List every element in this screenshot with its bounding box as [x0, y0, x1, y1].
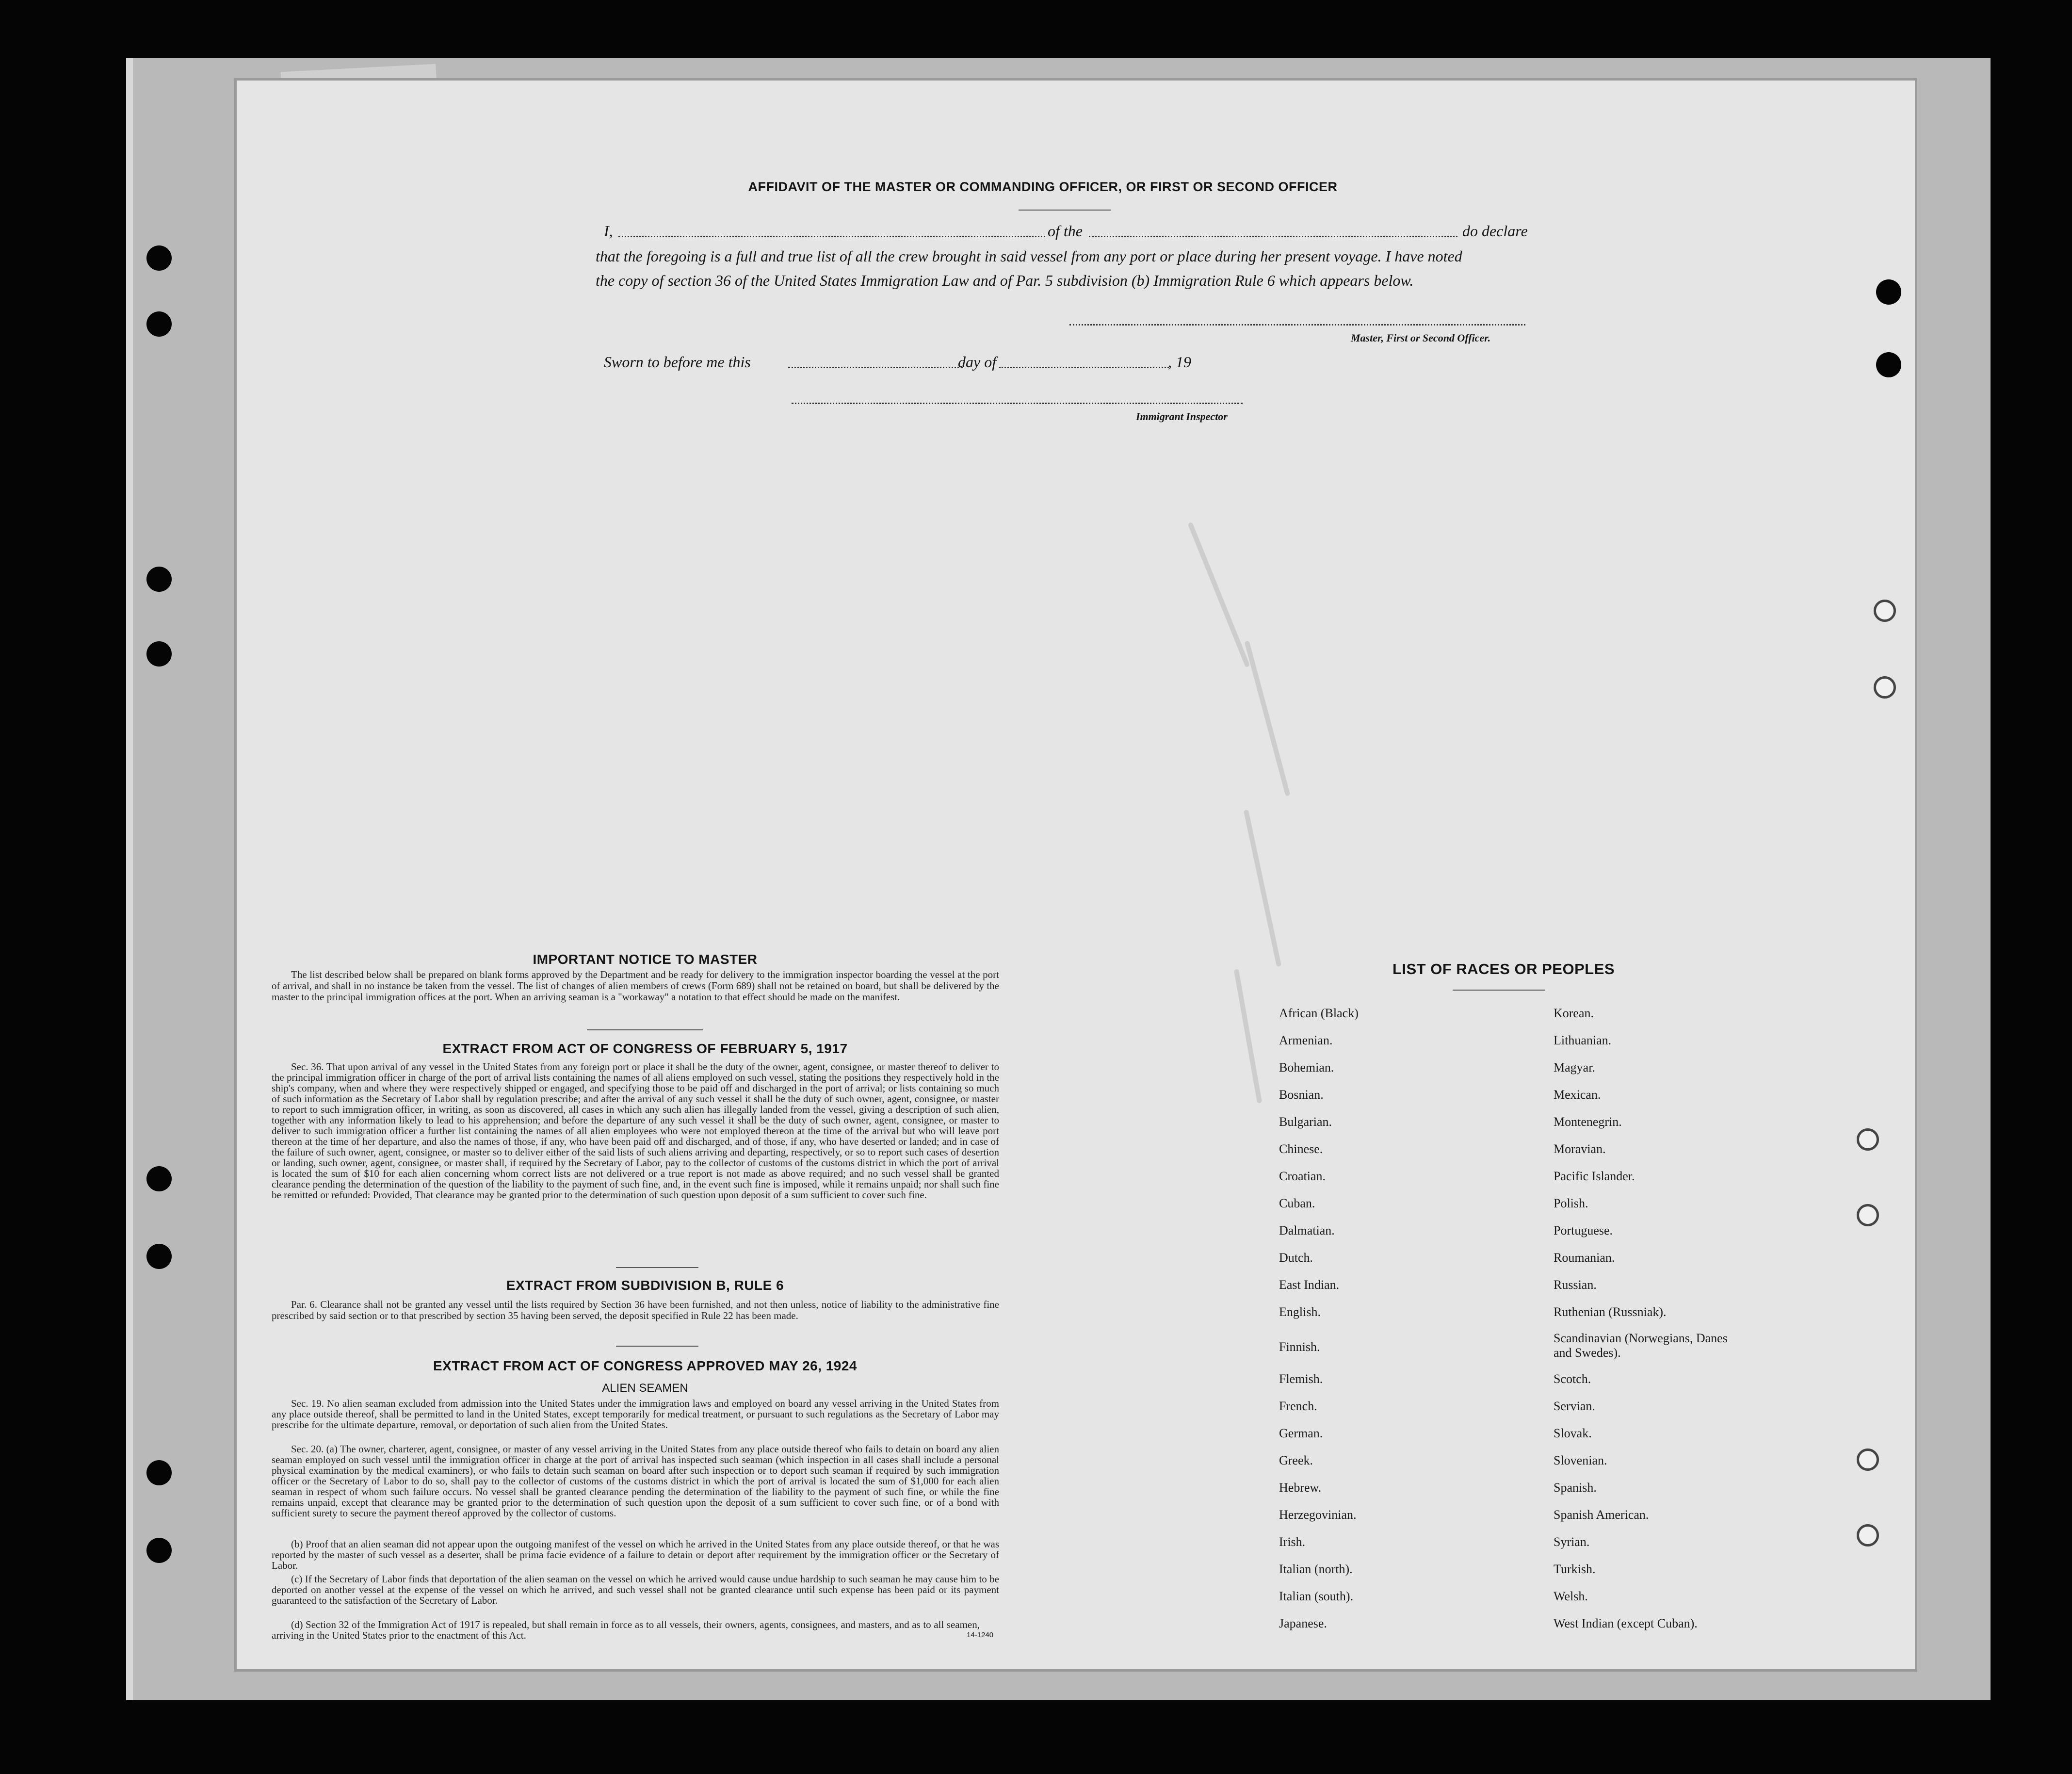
race-item: Montenegrin. [1554, 1115, 1622, 1129]
race-item: German. [1279, 1426, 1323, 1440]
notice-title: IMPORTANT NOTICE TO MASTER [533, 952, 758, 967]
race-item: Slovenian. [1554, 1453, 1607, 1467]
act-1924-subtitle: ALIEN SEAMEN [602, 1382, 688, 1395]
act-1917-title: EXTRACT FROM ACT OF CONGRESS OF FEBRUARY 5, 1917 [442, 1041, 848, 1056]
sec-20d-text: (d) Section 32 of the Immigration Act of 1917 is repealed, but shall remain in force as to all vessels, their owners, agents, consignees, and masters, and as to all seamen, arriving in the United States prior to the enactment of this Act. [272, 1619, 980, 1641]
race-item: Italian (north). [1279, 1562, 1353, 1576]
binder-hole [146, 1244, 172, 1269]
race-item: Syrian. [1554, 1535, 1590, 1549]
race-item: Turkish. [1554, 1562, 1596, 1576]
race-item: Armenian. [1279, 1033, 1333, 1047]
race-item: East Indian. [1279, 1278, 1340, 1292]
year-label: , 19 [1168, 353, 1191, 371]
act-1924-title: EXTRACT FROM ACT OF CONGRESS APPROVED MAY 26, 1924 [433, 1358, 857, 1373]
race-item: West Indian (except Cuban). [1554, 1616, 1698, 1630]
binder-hole [146, 245, 172, 271]
race-item: Korean. [1554, 1006, 1594, 1020]
race-item: Polish. [1554, 1196, 1588, 1210]
race-item: Scandinavian (Norwegians, Danes and Swedes). [1554, 1331, 1728, 1360]
affidavit-line-2: that the foregoing is a full and true list of all the crew brought in said vessel from any port or place during her present voyage. I have noted [596, 247, 1462, 265]
race-item: Russian. [1554, 1278, 1597, 1292]
punch-hole [1857, 1448, 1879, 1471]
master-signature-label: Master, First or Second Officer. [1351, 332, 1491, 344]
race-item: French. [1279, 1399, 1317, 1413]
race-item: Herzegovinian. [1279, 1508, 1357, 1522]
sec-20a-text: Sec. 20. (a) The owner, charterer, agent, consignee, or master of any vessel arriving in the United States from any place outside thereof who fails to detain on board any alien seaman employed on such vessel until the immigration officer in charge at the port of arrival has inspected such seaman (which inspection in all cases shall include a personal physical examination by the medical examiners), or who fails to detain such seaman on board after such inspection or to deport such seaman if required by such immigration officer or the Secretary of Labor to do so, shall pay to the collector of customs of the customs district in which the port of arrival is located the sum of $1,000 for each alien seaman in respect of whom such failure occurs. No vessel shall be granted clearance pending the determination of the liability to the payment of such fine, or while the fine remains unpaid, except that clearance may be granted prior to the determination of such question upon the deposit of a sum sufficient to cover such fine, or of a bond with sufficient surety to secure the payment thereof approved by the collector of customs. [272, 1443, 999, 1519]
sec-20b-text: (b) Proof that an alien seaman did not appear upon the outgoing manifest of the vessel on which he arrived in the United States from any place outside thereof, or that he was reported by the master of such vessel as a deserter, shall be prima facie evidence of a failure to detain or deport after requirement by the immigration officer or the Secretary of Labor. [272, 1538, 999, 1571]
title-rule [1019, 210, 1111, 211]
race-item: Japanese. [1279, 1616, 1327, 1630]
section-rule [616, 1267, 698, 1268]
section-rule [587, 1029, 703, 1030]
punch-hole [1857, 1524, 1879, 1546]
affidavit-of-the: of the [1048, 222, 1083, 240]
bleed-mark [1244, 640, 1290, 796]
race-item: African (Black) [1279, 1006, 1359, 1020]
notice-text: The list described below shall be prepared on blank forms approved by the Department and be ready for delivery to the immigration inspector boarding the vessel at the port of arrival, and shall in no instance be taken from the vessel. The list of changes of alien members of crews (Form 689) shall not be retained on board, but shall be delivered by the master to the principal immigration offices at the port. When an arriving seaman is a "workaway" a notation to that effect should be made on the manifest. [272, 969, 999, 1003]
punch-hole [1876, 279, 1901, 305]
binder-hole [146, 567, 172, 592]
day-of-label: day of [958, 353, 997, 371]
race-item: Hebrew. [1279, 1481, 1322, 1495]
rule-6-title: EXTRACT FROM SUBDIVISION B, RULE 6 [506, 1278, 784, 1293]
bleed-mark [1244, 810, 1281, 967]
inspector-label: Immigrant Inspector [1136, 410, 1228, 423]
binder-hole [146, 311, 172, 337]
binder-hole [146, 1166, 172, 1191]
race-item: Bohemian. [1279, 1060, 1334, 1074]
sworn-label: Sworn to before me this [604, 353, 751, 371]
name-blank[interactable] [618, 236, 1045, 237]
race-item: Mexican. [1554, 1088, 1601, 1102]
races-title-rule [1453, 990, 1545, 991]
race-item: Bosnian. [1279, 1088, 1324, 1102]
race-item: Roumanian. [1554, 1251, 1615, 1265]
punch-hole [1857, 1204, 1879, 1226]
race-item: Cuban. [1279, 1196, 1315, 1210]
bleed-mark [1234, 969, 1262, 1103]
race-item: Scotch. [1554, 1372, 1591, 1386]
rule-6-text: Par. 6. Clearance shall not be granted any vessel until the lists required by Section 36 have been furnished, and not then unless, notice of liability to the administrative fine prescribed by said section or to that prescribed by section 35 having been served, the deposit specified in Rule 22 has been made. [272, 1299, 999, 1321]
binder-hole [146, 1460, 172, 1485]
affidavit-i: I, [604, 222, 613, 240]
races-title: LIST OF RACES OR PEOPLES [1392, 960, 1615, 977]
race-item: Dalmatian. [1279, 1223, 1335, 1237]
race-item: Slovak. [1554, 1426, 1592, 1440]
race-item: Spanish American. [1554, 1508, 1649, 1522]
race-item: Dutch. [1279, 1251, 1313, 1265]
sworn-day-blank[interactable] [788, 367, 963, 368]
race-item: Servian. [1554, 1399, 1595, 1413]
punch-hole [1857, 1128, 1879, 1151]
binder-hole [146, 641, 172, 667]
affidavit-title: AFFIDAVIT OF THE MASTER OR COMMANDING OFFICER, OR FIRST OR SECOND OFFICER [748, 179, 1338, 194]
race-item: Moravian. [1554, 1142, 1606, 1156]
race-item: Welsh. [1554, 1589, 1588, 1603]
race-item: Irish. [1279, 1535, 1306, 1549]
vessel-blank[interactable] [1089, 236, 1457, 237]
affidavit-line-3: the copy of section 36 of the United States Immigration Law and of Par. 5 subdivision (b) Immigration Rule 6 which appears below. [596, 272, 1414, 289]
form-code: 14-1240 [967, 1631, 994, 1639]
race-item: Pacific Islander. [1554, 1169, 1635, 1183]
race-item: Bulgarian. [1279, 1115, 1332, 1129]
race-item: Lithuanian. [1554, 1033, 1612, 1047]
section-rule [616, 1346, 698, 1347]
race-item: Portuguese. [1554, 1223, 1613, 1237]
race-item: Croatian. [1279, 1169, 1326, 1183]
sworn-month-blank[interactable] [999, 367, 1169, 368]
sec-19-text: Sec. 19. No alien seaman excluded from admission into the United States under the immigration laws and employed on board any vessel arriving in the United States from any place outside thereof, shall be permitted to land in the United States, except temporarily for medical treatment, or pursuant to such regulations as the Secretary of Labor may prescribe for the ultimate departure, removal, or deportation of such alien from the United States. [272, 1398, 999, 1431]
bleed-mark [1187, 522, 1250, 667]
act-1917-text: Sec. 36. That upon arrival of any vessel in the United States from any foreign port or place it shall be the duty of the owner, agent, consignee, or master thereof to deliver to the principal immigration officer in charge of the port of arrival lists containing the names of all aliens employed on such vessel, stating the positions they respectively hold in the ship's company, when and where they were respectively shipped or engaged, and specifying those to be paid off and discharged in the port of arrival; or lists containing so much of such information as the Secretary of Labor shall by regulation prescribe; and after the arrival of any such vessel it shall be the duty of such owner, agent, consignee, or master to report to such immigration officer, in writing, as soon as discovered, all cases in which any such alien has illegally landed from the vessel, giving a description of such alien, together with any information likely to lead to his apprehension; and before the departure of any such vessel it shall be the duty of such owner, agent, consignee, or master to deliver to such immigration officer a further list containing the names of all alien employees who were not employed thereon at the time of the arrival but who will leave port thereon at the time of her departure, and also the names of those, if any, who have been paid off and discharged, and of those, if any, who have deserted or landed; and in case of the failure of such owner, agent, consignee, or master so to deliver either of the said lists of such aliens arriving and departing, respectively, or so to report such cases of desertion or landing, such owner, agent, consignee, or master shall, if required by the Secretary of Labor, pay to the collector of customs of the customs district in which the port of arrival is located the sum of $10 for each alien concerning whom correct lists are not delivered or a true report is not made as above required; and no such vessel shall be granted clearance pending the determination of the question of the liability to the payment of such fine, and, in the event such fine is imposed, while it remains unpaid; nor shall such fine be remitted or refunded: Provided, That clearance may be granted prior to the determination of such question upon deposit of a sum sufficient to cover such fine. [272, 1061, 999, 1201]
race-item: Greek. [1279, 1453, 1313, 1467]
master-signature-line[interactable] [1069, 324, 1525, 326]
race-item: Chinese. [1279, 1142, 1323, 1156]
sec-20c-text: (c) If the Secretary of Labor finds that deportation of the alien seaman on the vessel on which he arrived would cause undue hardship to such seaman he may cause him to be deported on another vessel at the expense of the vessel on which he arrived, and such vessel shall not be granted clearance until such expense has been paid or its payment guaranteed to the satisfaction of the Secretary of Labor. [272, 1573, 999, 1606]
binder-hole [146, 1538, 172, 1563]
punch-hole [1876, 352, 1901, 377]
race-item: Spanish. [1554, 1481, 1597, 1495]
punch-hole [1874, 600, 1896, 622]
affidavit-declare: do declare [1462, 222, 1528, 240]
inspector-signature-line[interactable] [792, 403, 1243, 404]
race-item: Italian (south). [1279, 1589, 1354, 1603]
race-item: Magyar. [1554, 1060, 1595, 1074]
race-item: Flemish. [1279, 1372, 1323, 1386]
race-item: English. [1279, 1305, 1321, 1319]
race-item: Finnish. [1279, 1340, 1320, 1354]
race-item: Ruthenian (Russniak). [1554, 1305, 1667, 1319]
punch-hole [1874, 676, 1896, 699]
